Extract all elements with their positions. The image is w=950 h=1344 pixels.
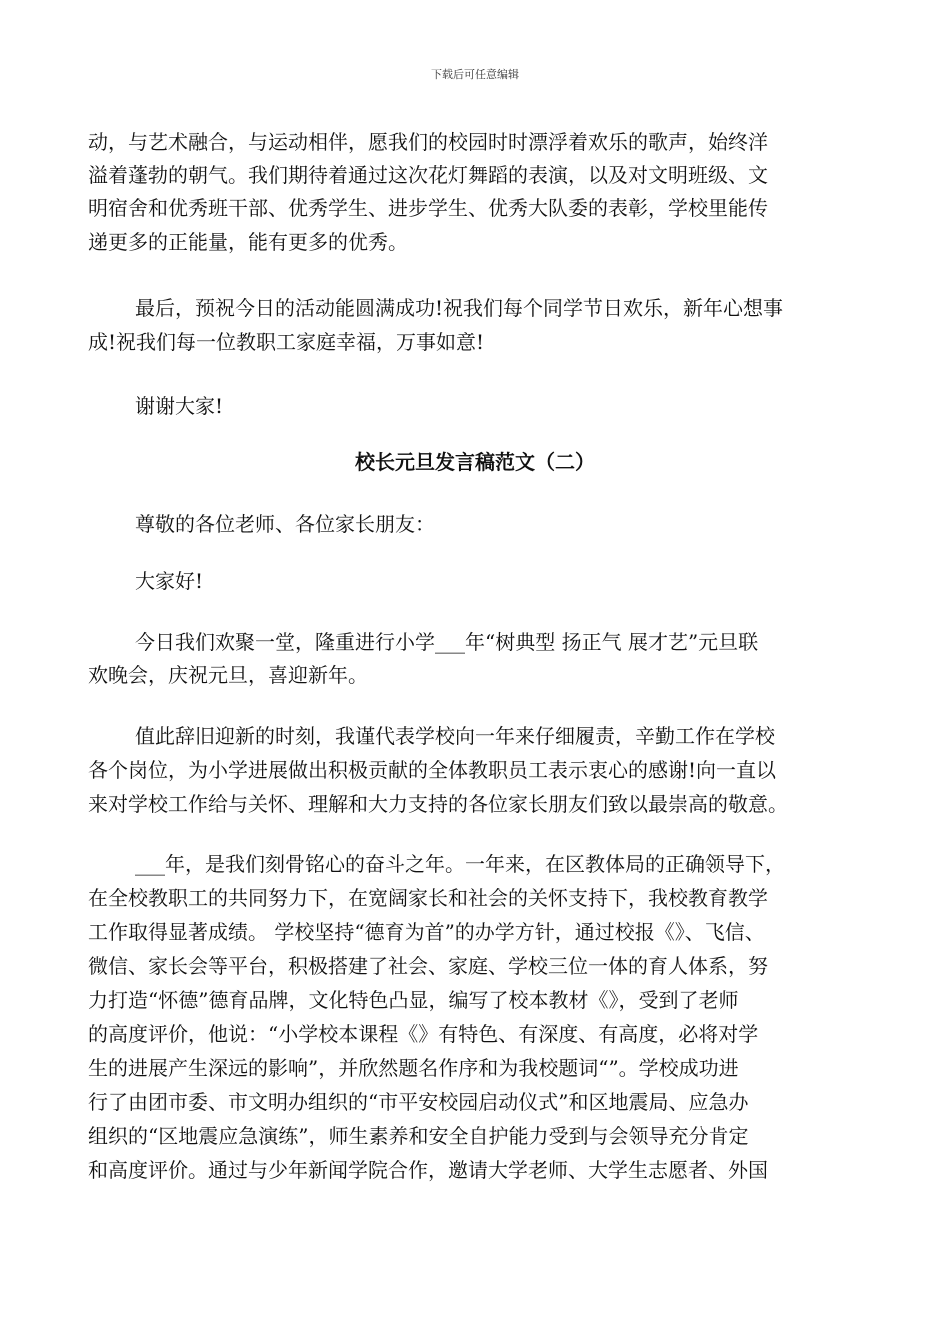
- text-line: 成!祝我们每一位教职工家庭幸福，万事如意!: [88, 330, 485, 354]
- text-line: 来对学校工作给与关怀、理解和大力支持的各位家长朋友们致以最崇高的敬意。: [88, 792, 788, 816]
- text-line: 各个岗位，为小学进展做出积极贡献的全体教职员工表示衷心的感谢!向一直以: [88, 758, 777, 782]
- text-line: 在全校教职工的共同努力下，在宽阔家长和社会的关怀支持下，我校教育教学: [88, 886, 768, 910]
- text-line: 值此辞旧迎新的时刻，我谨代表学校向一年来仔细履责，辛勤工作在学校: [135, 724, 775, 748]
- header-note: 下载后可任意编辑: [431, 68, 519, 81]
- text-line: 今日我们欢聚一堂，隆重进行小学___年“树典型 扬正气 展才艺”元旦联: [135, 630, 759, 654]
- text-line: 最后，预祝今日的活动能圆满成功!祝我们每个同学节日欢乐，新年心想事: [135, 296, 784, 320]
- text-line: 生的进展产生深远的影响”，并欣然题名作序和为我校题词“”。学校成功进: [88, 1056, 739, 1080]
- greeting: 大家好!: [135, 569, 204, 593]
- text-line: 明宿舍和优秀班干部、优秀学生、进步学生、优秀大队委的表彰，学校里能传: [88, 196, 768, 220]
- text-line: 行了由团市委、市文明办组织的“市平安校园启动仪式”和区地震局、应急办: [88, 1090, 749, 1114]
- text-line: 谢谢大家!: [135, 394, 224, 418]
- text-line: 微信、家长会等平台，积极搭建了社会、家庭、学校三位一体的育人体系，努: [88, 954, 768, 978]
- text-line: 溢着蓬勃的朝气。我们期待着通过这次花灯舞蹈的表演，以及对文明班级、文: [88, 163, 768, 187]
- text-line: 组织的“区地震应急演练”，师生素养和安全自护能力受到与会领导充分肯定: [88, 1124, 749, 1148]
- text-line: 工作取得显著成绩。 学校坚持“德育为首”的办学方针，通过校报《》、飞信、: [88, 920, 765, 944]
- text-line: 和高度评价。通过与少年新闻学院合作，邀请大学老师、大学生志愿者、外国: [88, 1158, 768, 1182]
- text-line: ___年，是我们刻骨铭心的奋斗之年。一年来，在区教体局的正确领导下，: [135, 852, 785, 876]
- text-line: 欢晚会，庆祝元旦，喜迎新年。: [88, 663, 368, 687]
- text-line: 递更多的正能量，能有更多的优秀。: [88, 230, 408, 254]
- text-line: 的高度评价，他说：“小学校本课程《》有特色、有深度、有高度，必将对学: [88, 1022, 759, 1046]
- section-title: 校长元旦发言稿范文（二）: [355, 450, 595, 474]
- salutation: 尊敬的各位老师、各位家长朋友：: [135, 512, 435, 536]
- text-line: 力打造“怀德”德育品牌，文化特色凸显，编写了校本教材《》，受到了老师: [88, 988, 739, 1012]
- text-line: 动，与艺术融合，与运动相伴，愿我们的校园时时漂浮着欢乐的歌声，始终洋: [88, 130, 768, 154]
